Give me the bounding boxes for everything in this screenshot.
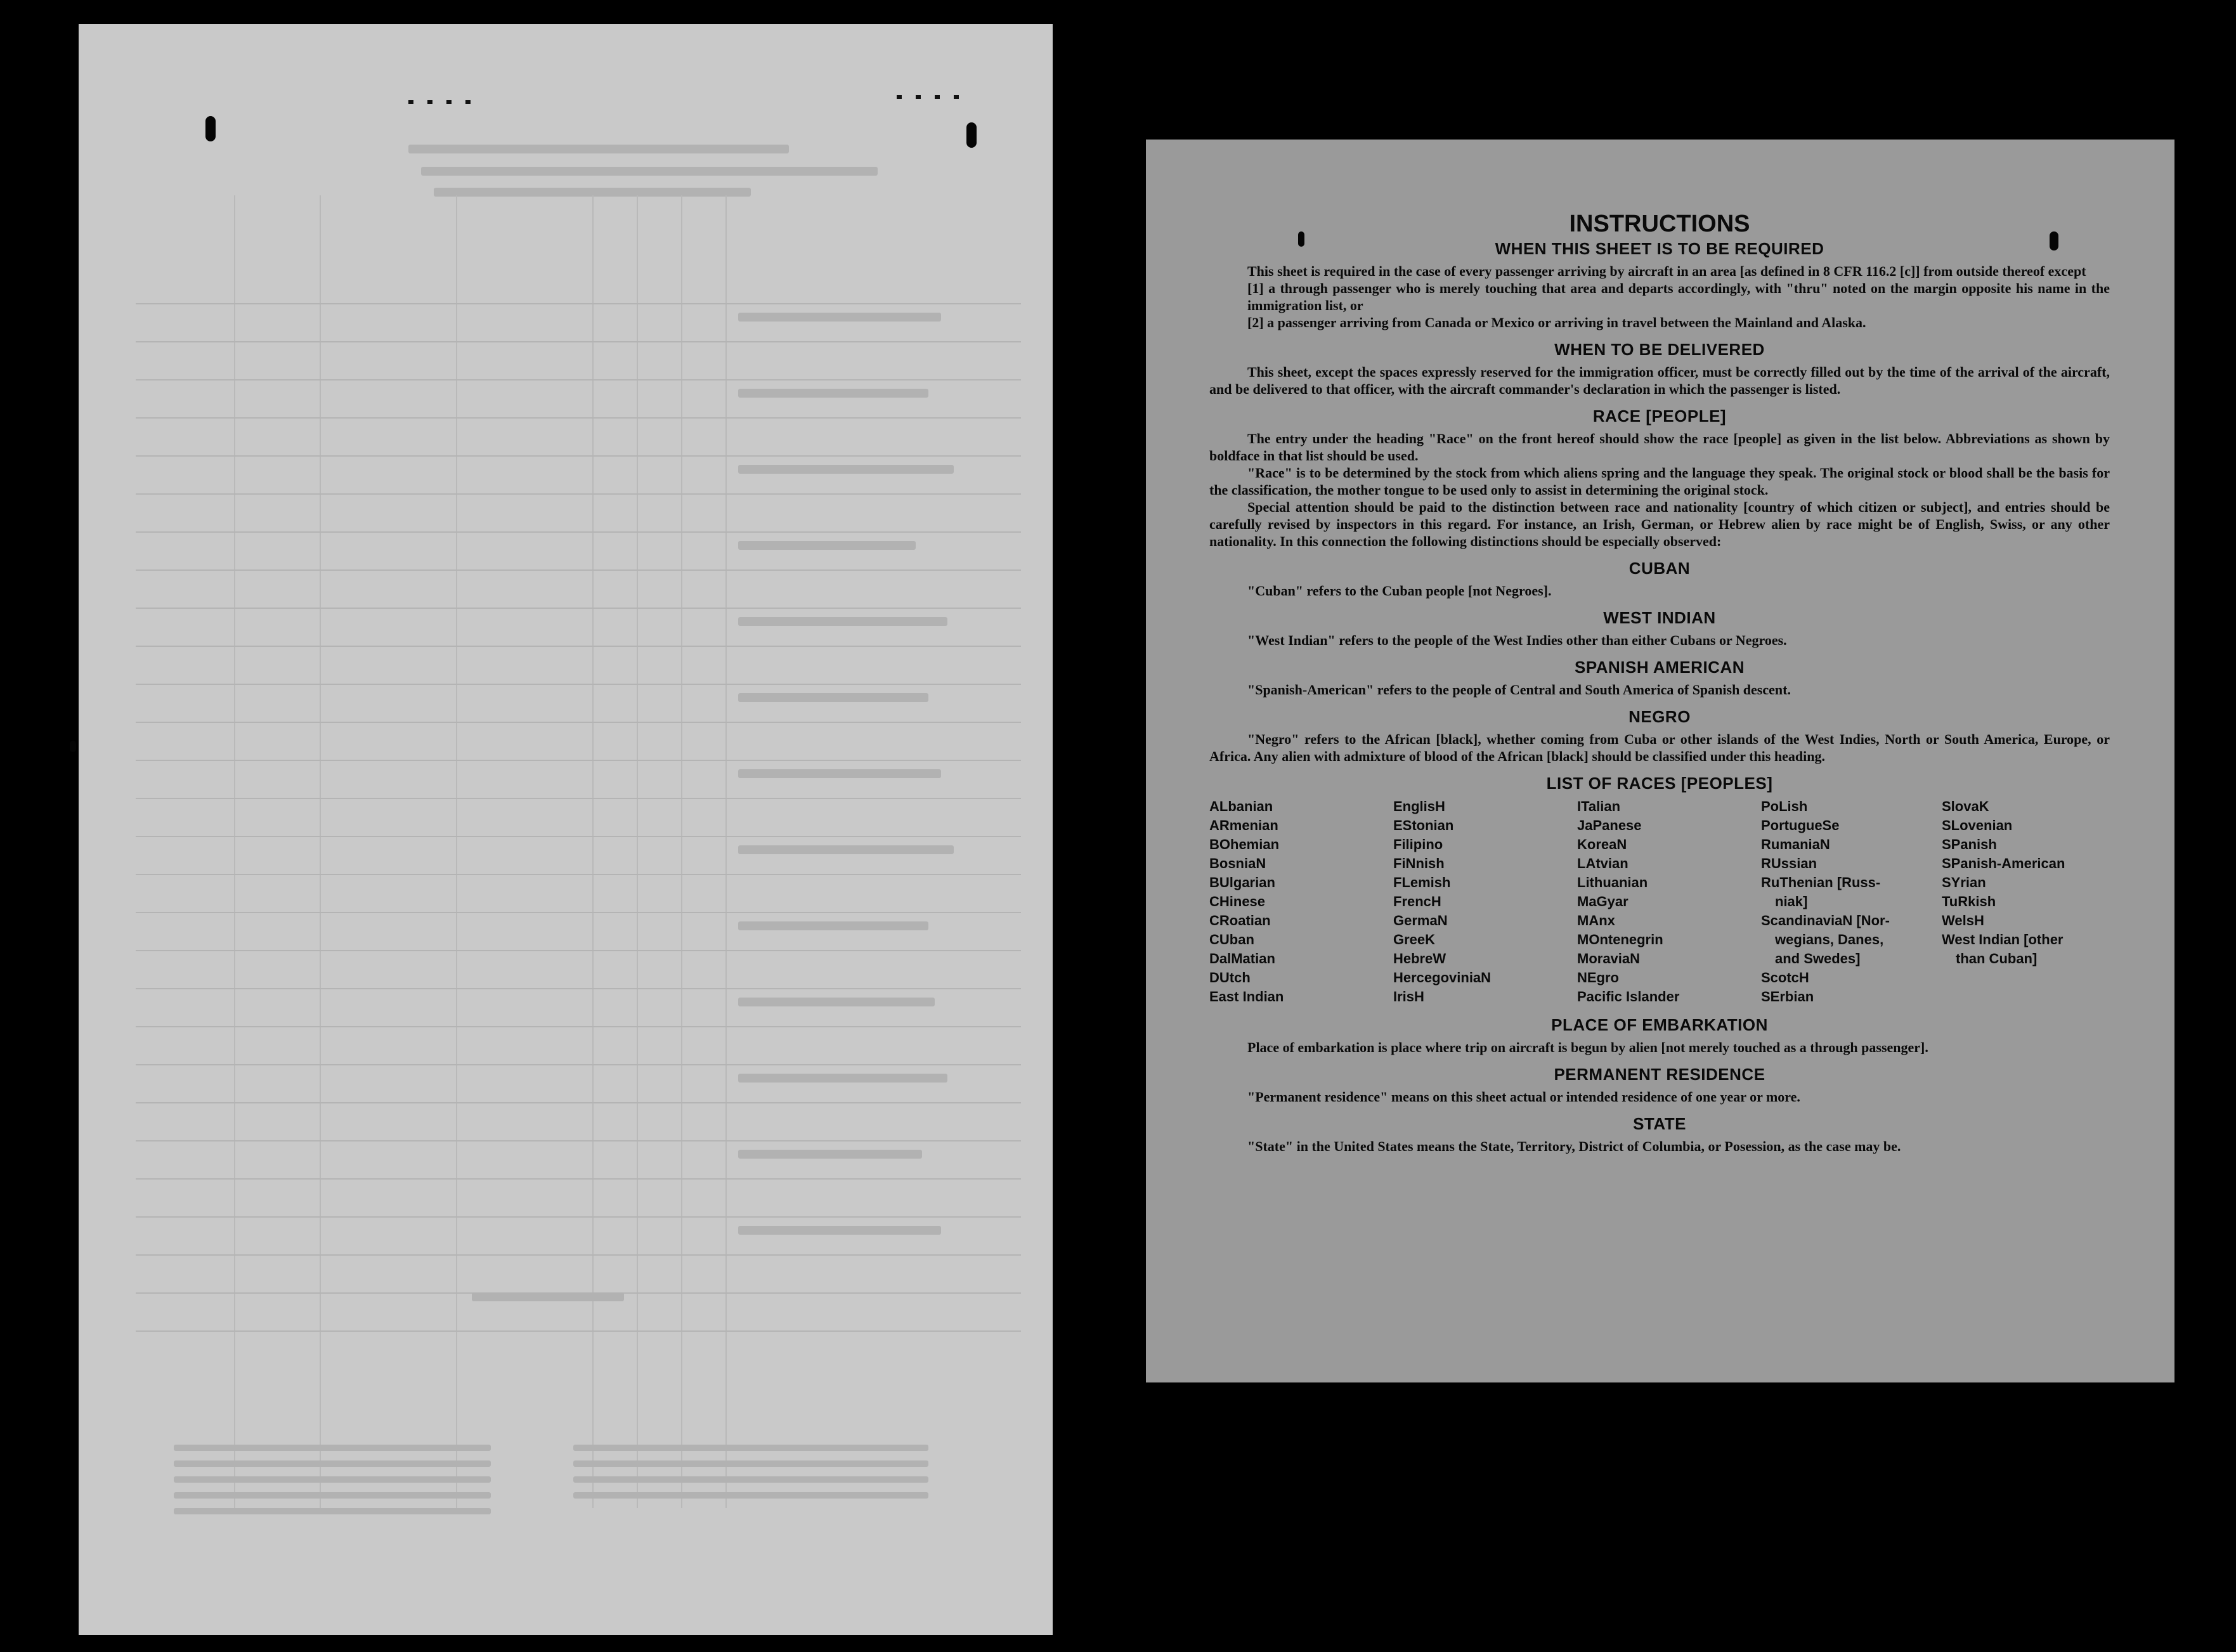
negro-text: "Negro" refers to the African [black], whether coming from Cuba or other islands of the West Indies, North or South America, Europe, or Africa. Any alien with admixture of blood of the African [black] should be classified under this heading. (1209, 731, 2110, 764)
race-item: SPanish (1942, 836, 1997, 852)
race-item: FiNnish (1393, 855, 1445, 871)
race-item: MoraviaN (1577, 951, 1641, 966)
instructions-title: INSTRUCTIONS (1569, 211, 1750, 237)
race-item: CHinese (1209, 894, 1266, 909)
race-item: TuRkish (1942, 894, 1996, 909)
race-item: SPanish-American (1942, 855, 2065, 871)
punch-hole (205, 116, 216, 141)
race-item: West Indian [other (1942, 932, 2064, 947)
race-item: GermaN (1393, 913, 1448, 928)
binding-marks (408, 100, 484, 104)
race-item: East Indian (1209, 989, 1284, 1005)
embarkation-text: Place of embarkation is place where trip on aircraft is begun by alien [not merely touched as a through passenger]. (1247, 1039, 1928, 1055)
race-item: niak] (1775, 894, 1808, 909)
required-item-1: [1] a through passenger who is merely touching that area and departs accordingly, with "thru" noted on the margin opposite his name in the immigration list, or (1247, 280, 2110, 313)
race-item: WelsH (1942, 913, 1984, 928)
race-list (1209, 797, 2110, 1006)
race-item: Pacific Islander (1577, 989, 1680, 1005)
delivered-text: This sheet, except the spaces expressly reserved for the immigration officer, must be correctly filled out by the time of the arrival of the aircraft, and be delivered to that officer, with the aircraft commander's declaration in which the passenger is listed. (1209, 364, 2110, 397)
race-item: DalMatian (1209, 951, 1275, 966)
race-item: LAtvian (1577, 855, 1628, 871)
faded-manifest-page (79, 24, 1053, 1635)
race-item: RUssian (1761, 855, 1817, 871)
race-item: SErbian (1761, 989, 1814, 1005)
race-column-2 (1393, 797, 1577, 1006)
heading-list-of-races: LIST OF RACES [PEOPLES] (1546, 774, 1773, 793)
race-item: IrisH (1393, 989, 1424, 1005)
heading-when-delivered: WHEN TO BE DELIVERED (1554, 340, 1765, 359)
race-item: FLemish (1393, 875, 1451, 890)
required-item-2: [2] a passenger arriving from Canada or Mexico or arriving in travel between the Mainland and Alaska. (1247, 315, 1866, 330)
race-item: EnglisH (1393, 798, 1445, 814)
race-column-1 (1209, 797, 1393, 1006)
race-item: RuThenian [Russ- (1761, 875, 1881, 890)
race-item: ScandinaviaN [Nor- (1761, 913, 1890, 928)
race-item: GreeK (1393, 932, 1436, 947)
race-item: KoreaN (1577, 836, 1627, 852)
heading-negro: NEGRO (1628, 707, 1691, 726)
heading-state: STATE (1633, 1114, 1686, 1133)
spanish-american-text: "Spanish-American" refers to the people of Central and South America of Spanish descent. (1247, 682, 1791, 698)
race-paragraph-3: Special attention should be paid to the distinction between race and nationality [country of which citizen or subject], and entries should be carefully revised by inspectors in this regard. For instance, an Irish, German, or Hebrew alien by race might be of English, Swiss, or any other nationality. In this connection the following distinctions should be especially observed: (1209, 499, 2110, 549)
race-item: Lithuanian (1577, 875, 1648, 890)
state-text: "State" in the United States means the State, Territory, District of Columbia, or Posession, as the case may be. (1247, 1138, 1901, 1154)
race-paragraph-1: The entry under the heading "Race" on the front hereof should show the race [people] as given in the list below. Abbreviations as shown by boldface in that list should be used. (1209, 431, 2110, 464)
heading-when-required: WHEN THIS SHEET IS TO BE REQUIRED (1495, 239, 1824, 258)
race-item: and Swedes] (1775, 951, 1861, 966)
binding-marks (897, 95, 973, 99)
heading-race: RACE [PEOPLE] (1592, 406, 1727, 426)
race-column-4 (1761, 797, 1942, 1006)
race-item: Filipino (1393, 836, 1443, 852)
race-item: CUban (1209, 932, 1254, 947)
heading-spanish-american: SPANISH AMERICAN (1574, 658, 1745, 677)
race-item: CRoatian (1209, 913, 1271, 928)
race-item: MaGyar (1577, 894, 1628, 909)
race-item: FrencH (1393, 894, 1441, 909)
race-item: MOntenegrin (1577, 932, 1663, 947)
race-item: ScotcH (1761, 970, 1809, 985)
race-item: HebreW (1393, 951, 1446, 966)
residence-text: "Permanent residence" means on this sheet actual or intended residence of one year or more. (1247, 1089, 1800, 1105)
race-column-3 (1577, 797, 1761, 1006)
race-item: BOhemian (1209, 836, 1280, 852)
race-item: SLovenian (1942, 817, 2013, 833)
heading-permanent-residence: PERMANENT RESIDENCE (1554, 1065, 1765, 1084)
race-item: HercegoviniaN (1393, 970, 1492, 985)
race-item: ITalian (1577, 798, 1621, 814)
race-item: than Cuban] (1956, 951, 2038, 966)
race-item: NEgro (1577, 970, 1619, 985)
race-item: PoLish (1761, 798, 1808, 814)
race-paragraph-2: "Race" is to be determined by the stock from which aliens spring and the language they speak. The original stock or blood shall be the basis for the classification, the mother tongue to be used only to assist in determining the original stock. (1209, 465, 2110, 498)
heading-west-indian: WEST INDIAN (1603, 608, 1716, 627)
required-intro: This sheet is required in the case of every passenger arriving by aircraft in an area [as defined in 8 CFR 116.2 [c]] from outside thereof except (1247, 263, 2086, 279)
instructions-page (1146, 140, 2174, 1382)
race-item: MAnx (1577, 913, 1615, 928)
race-item: JaPanese (1577, 817, 1642, 833)
west-indian-text: "West Indian" refers to the people of the West Indies other than either Cubans or Negroes. (1247, 632, 1787, 648)
cuban-text: "Cuban" refers to the Cuban people [not Negroes]. (1247, 583, 1552, 599)
race-item: EStonian (1393, 817, 1454, 833)
race-item: SlovaK (1942, 798, 1989, 814)
race-item: DUtch (1209, 970, 1251, 985)
race-item: BUlgarian (1209, 875, 1275, 890)
race-item: ALbanian (1209, 798, 1273, 814)
punch-hole (70, 741, 76, 752)
race-item: RumaniaN (1761, 836, 1830, 852)
race-item: BosniaN (1209, 855, 1266, 871)
race-item: PortugueSe (1761, 817, 1840, 833)
race-item: SYrian (1942, 875, 1986, 890)
heading-embarkation: PLACE OF EMBARKATION (1551, 1015, 1768, 1034)
race-column-5 (1942, 797, 2132, 1006)
race-item: ARmenian (1209, 817, 1278, 833)
heading-cuban: CUBAN (1628, 559, 1691, 578)
race-item: wegians, Danes, (1775, 932, 1884, 947)
punch-hole (966, 122, 977, 148)
